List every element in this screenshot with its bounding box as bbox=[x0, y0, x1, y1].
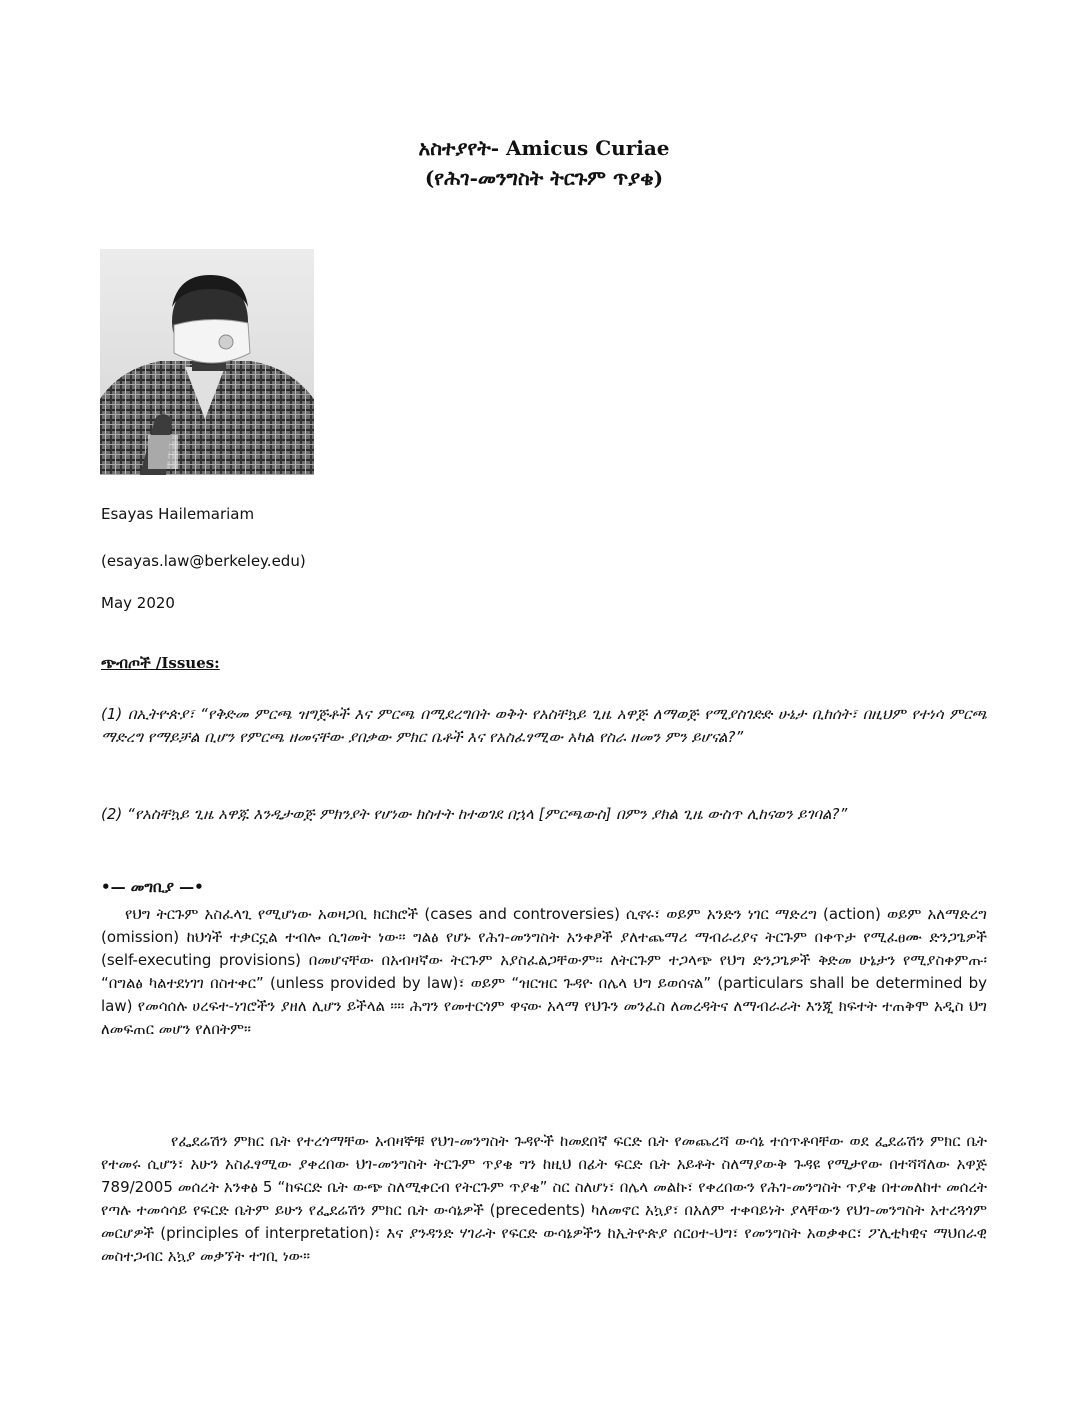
introduction-heading: •— መግቢያ —• bbox=[101, 878, 204, 896]
introduction-paragraph: የህግ ትርጉም አስፈላጊ የሚሆነው አወዛጋቢ ክርክሮች (cases and controversies) ሲኖሩ፣ ወይም አንድን ነገር ማድረግ (action) ወይም አለማድረግ (omission) ከህጎች ተቃርኗል ተብሎ ሲገመት ነው። ግልፅ የሆኑ የሕገ-መንግስት አንቀፆች ያለተጨማሪ ማብራሪያና ትርጉም በቀጥታ የሚፈፀሙ ድንጋጌዎች (self-executing provisions) በመሆናቸው በአብዛኛው ትርጉም አያስፈልጋቸውም። ለትርጉም ተጋላጭ የህግ ድንጋጌዎች ቅድመ ሁኔታን የሚያስቀምጡ፡ “በግልፅ ካልተደነገገ በስተቀር” (unless provided by law)፣ ወይም “ዝርዝር ጉዳዮ በሌላ ህግ ይወሰናል” (particulars shall be determined by law) የመሳሰሉ ሀረፍተ-ነገሮችን ያዘለ ሊሆን ይችላል ።። ሕግን የመተርጎም ዋናው አላማ የህጉን መንፈስ ለመረዳትና ለማብራራት እንጂ ክፍተት ተጠቅሞ አዲስ ህግ ለመፍጠር መሆን የለበትም። bbox=[101, 905, 987, 1038]
issues-heading: ጭብጦች /Issues: bbox=[101, 654, 220, 672]
issue-2-paragraph: (2) “የአስቸኳይ ጊዜ አዋጁ እንዲታወጅ ምክንያት የሆነው ክስተት ከተወገደ በኋላ [ምርጫውስ] በምን ያክል ጊዜ ውስጥ ሊከናወን ይገባል?” bbox=[101, 805, 848, 823]
body-paragraph: የፌደሬሽን ምክር ቤት የተረጎማቸው አብዛኞቹ የህገ-መንግስት ጉዳዮች ከመደበኛ ፍርድ ቤት የመጨረሻ ውሳኔ ተሰጥቶባቸው ወደ ፌደሬሽን ምክር ቤት የተመሩ ሲሆን፣ አሁን አስፈፃሚው ያቀረበው ህገ-መንግስት ትርጉም ጥያቄ ግን ከዚህ በፊት ፍርድ ቤት አይቶት ስለማያውቅ ጉዳዩ የሚታየው በተሻሻለው አዋጅ 789/2005 መሰረት አንቀፅ 5 “ከፍርድ ቤት ውጭ ስለሚቀርብ የትርጉም ጥያቄ” ስር ስለሆነ፣ በሌላ መልኩ፣ የቀረበውን የሕገ-መንግስት ጥያቄ በተመለከተ መሰረት የጣሉ ተመሳሳይ የፍርድ ቤትም ይሁን የፌደሬሽን ምክር ቤት ውሳኔዎች (precedents) ካለመኖር አኳያ፣ በአለም ተቀባይነት ያላቸውን የህገ-መንግስት አተረጓጎም መርሆዎች (principles of interpretation)፣ እና ያንዳንድ ሃገራት የፍርድ ውሳኔዎችን ከኢትዮጵያ ሰርዐተ-ህግ፣ የመንግስት አወቃቀር፣ ፖሊቲካዊና ማህበራዊ መስተጋብር አኳያ መቃኘት ተገቢ ነው። bbox=[101, 1132, 987, 1265]
author-portrait-photo bbox=[100, 249, 314, 475]
document-title-line2: (የሕገ-መንግስት ትርጉም ጥያቄ) bbox=[424, 166, 664, 190]
author-email: (esayas.law@berkeley.edu) bbox=[101, 552, 306, 570]
author-name: Esayas Hailemariam bbox=[101, 505, 255, 523]
document-title-line1: አስተያየት- Amicus Curiae bbox=[418, 136, 670, 160]
issue-1-paragraph: (1) በኢትዮጵያ፣ “የቅድመ ምርጫ ዝግጅቶች እና ምርጫ በሚደረግበት ወቅት የአስቸኳይ ጊዜ አዋጅ ለማወጅ የሚያስገድድ ሁኔታ ቢከሰት፣ በዚህም የተነሳ ምርጫ ማድረግ የማይቻል ቢሆን የምርጫ ዘመናቸው ያበቃው ምክር ቤቶች እና የአስፈፃሚው አካል የስራ ዘመን ምን ይሆናል?” bbox=[101, 705, 987, 746]
document-date: May 2020 bbox=[101, 594, 175, 612]
